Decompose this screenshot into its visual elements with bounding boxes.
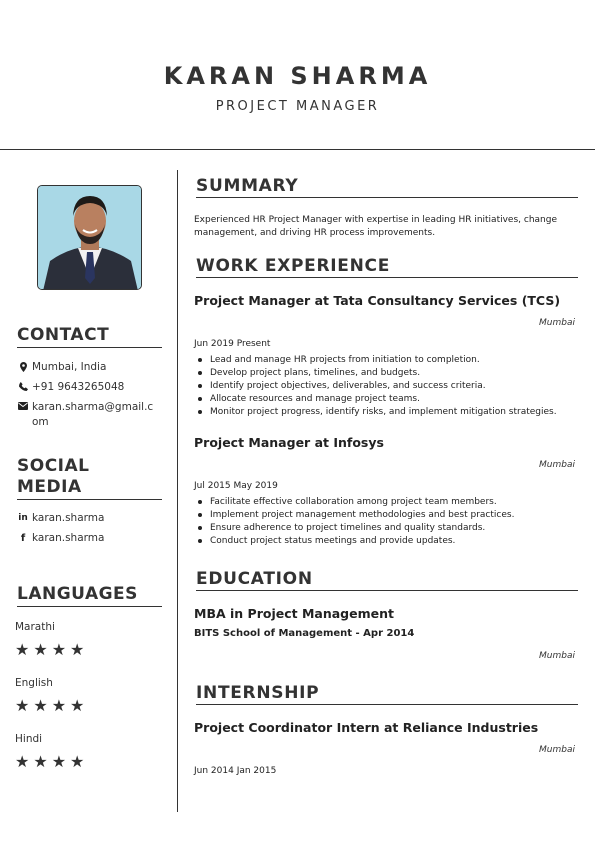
list-item: Implement project management methodologies and best practices. <box>210 509 580 522</box>
list-item: Lead and manage HR projects from initiation to completion. <box>210 354 580 367</box>
social-facebook[interactable] <box>14 531 164 546</box>
list-item: Identify project objectives, deliverables, and success criteria. <box>210 380 580 393</box>
degree-title: MBA in Project Management <box>194 606 394 621</box>
language-rating-stars: ★★★★ <box>15 752 89 771</box>
summary-heading: SUMMARY <box>196 175 578 198</box>
language-name: Hindi <box>15 733 43 745</box>
work-experience-heading: WORK EXPERIENCE <box>196 255 578 278</box>
resume-header <box>0 0 595 150</box>
contact-phone <box>14 380 164 395</box>
internship-heading: INTERNSHIP <box>196 682 578 705</box>
linkedin-icon: in <box>18 513 28 523</box>
job-title: Project Manager at Tata Consultancy Services (TCS) <box>194 293 561 308</box>
list-item: Conduct project status meetings and provide updates. <box>210 535 580 548</box>
job-dates: Jul 2015 May 2019 <box>194 481 278 491</box>
contact-location <box>14 360 164 375</box>
profile-photo <box>37 185 142 290</box>
language-name: English <box>15 677 53 689</box>
social-media-heading <box>17 456 162 500</box>
contact-phone-text: +91 9643265048 <box>32 381 125 393</box>
social-facebook-text[interactable]: karan.sharma <box>32 532 105 544</box>
education-heading: EDUCATION <box>196 568 578 591</box>
envelope-icon <box>14 400 32 430</box>
contact-email <box>14 400 164 430</box>
social-linkedin[interactable] <box>14 511 164 526</box>
internship-title: Project Coordinator Intern at Reliance Industries <box>194 720 539 735</box>
internship-location: Mumbai <box>539 745 575 755</box>
contact-location-text: Mumbai, India <box>32 361 107 373</box>
facebook-icon: f <box>20 533 26 544</box>
list-item: Facilitate effective collaboration among project team members. <box>210 496 580 509</box>
job-location: Mumbai <box>539 460 575 470</box>
column-divider <box>177 170 178 812</box>
list-item: Ensure adherence to project timelines and quality standards. <box>210 522 580 535</box>
contact-heading: CONTACT <box>17 325 162 348</box>
language-rating-stars: ★★★★ <box>15 696 89 715</box>
job-location: Mumbai <box>539 318 575 328</box>
list-item: Monitor project progress, identify risks, and implement mitigation strategies. <box>210 406 580 419</box>
school-name: BITS School of Management - Apr 2014 <box>194 628 415 639</box>
job-title: Project Manager at Infosys <box>194 435 384 450</box>
list-item: Develop project plans, timelines, and budgets. <box>210 367 580 380</box>
contact-email-text[interactable]: karan.sharma@gmail.com <box>32 401 154 428</box>
profile-photo-illustration <box>38 186 142 290</box>
social-media-heading-line2: MEDIA <box>17 477 82 497</box>
candidate-name: KARAN SHARMA <box>163 62 432 90</box>
language-name: Marathi <box>15 621 55 633</box>
social-linkedin-text[interactable]: karan.sharma <box>32 512 105 524</box>
summary-text: Experienced HR Project Manager with expertise in leading HR initiatives, change management, and driving HR process improvements. <box>194 215 558 238</box>
social-media-heading-line1: SOCIAL <box>17 456 90 476</box>
education-location: Mumbai <box>539 651 575 661</box>
phone-icon <box>14 380 32 395</box>
list-item: Allocate resources and manage project teams. <box>210 393 580 406</box>
job-responsibilities <box>210 354 580 419</box>
location-pin-icon <box>14 360 32 375</box>
candidate-role: PROJECT MANAGER <box>215 99 380 114</box>
internship-dates: Jun 2014 Jan 2015 <box>194 766 277 776</box>
language-rating-stars: ★★★★ <box>15 640 89 659</box>
job-responsibilities <box>210 496 580 548</box>
languages-heading: LANGUAGES <box>17 584 162 607</box>
job-dates: Jun 2019 Present <box>194 339 271 349</box>
